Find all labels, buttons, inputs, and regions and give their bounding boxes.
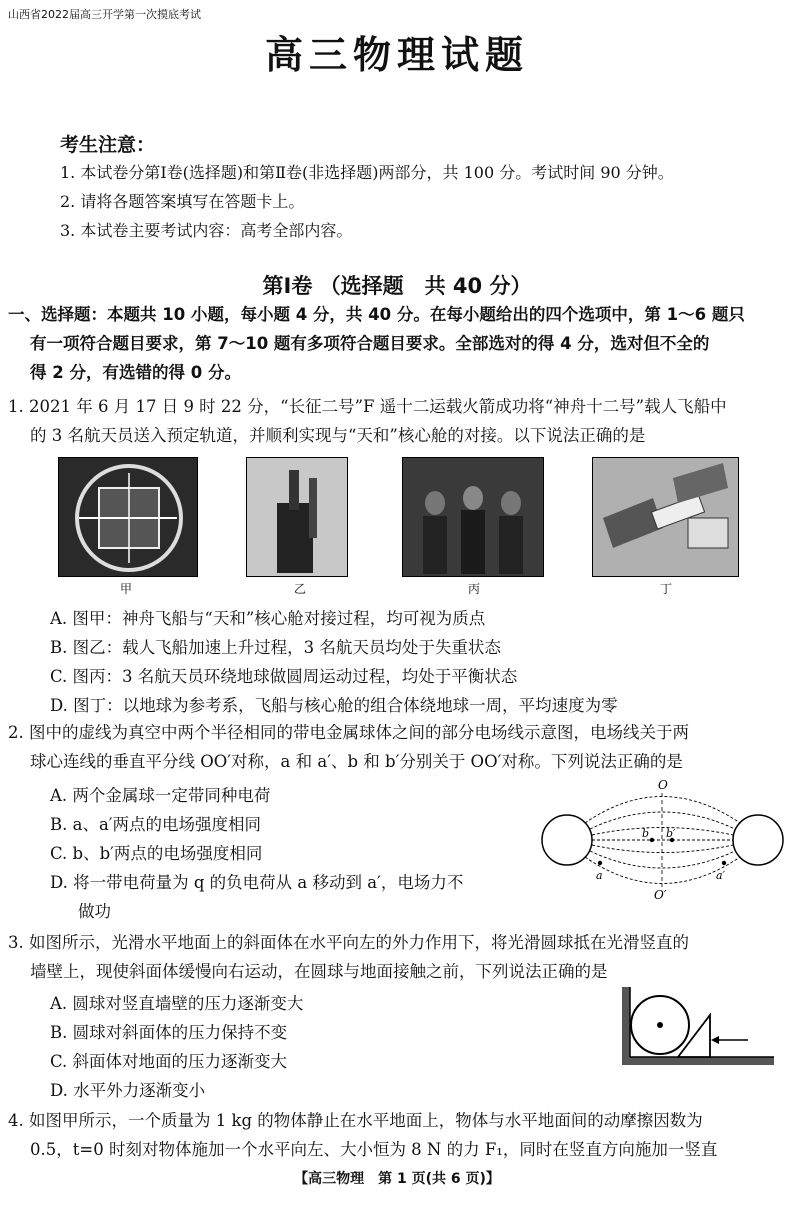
q3-option-a: A. 圆球对竖直墙壁的压力逐渐变大 — [50, 994, 304, 1013]
intro-line-1: 一、选择题：本题共 10 小题，每小题 4 分，共 40 分。在每小题给出的四个选项中，第 1～6 题只 — [8, 305, 745, 324]
ground — [622, 1057, 774, 1065]
point-a — [598, 861, 602, 865]
q2-line-1: 2. 图中的虚线为真空中两个半径相同的带电金属球体之间的部分电场线示意图，电场线关于两 — [8, 723, 689, 742]
wall — [622, 987, 630, 1063]
q3-option-c: C. 斜面体对地面的压力逐渐变大 — [50, 1052, 288, 1071]
notice-heading: 考生注意： — [60, 134, 156, 156]
q3-line-1: 3. 如图所示，光滑水平地面上的斜面体在水平向左的外力作用下，将光滑圆球抵在光滑竖直的 — [8, 933, 689, 952]
label-b: b — [642, 827, 650, 840]
q2-line-2: 球心连线的垂直平分线 OO′对称，a 和 a′、b 和 b′分别关于 OO′对称。下列说法正确的是 — [30, 752, 683, 771]
exam-header: 山西省2022届高三开学第一次摸底考试 — [8, 8, 201, 21]
section-title: 第Ⅰ卷 （选择题 共 40 分） — [262, 274, 532, 298]
right-sphere — [733, 815, 783, 865]
photo-station — [592, 457, 739, 577]
point-b — [650, 838, 654, 842]
label-o2: O′ — [654, 888, 667, 900]
q2-option-d-cont: 做功 — [78, 902, 111, 921]
label-a2: a′ — [716, 869, 726, 882]
label-b2: b′ — [666, 827, 676, 840]
intro-line-3: 得 2 分，有选错的得 0 分。 — [30, 363, 241, 382]
wall-ball-wedge-diagram — [618, 985, 778, 1067]
q1-line-1: 1. 2021 年 6 月 17 日 9 时 22 分，“长征二号”F 遥十二运载火箭成功将“神舟十二号”载人飞船中 — [8, 397, 727, 416]
q1-option-b: B. 图乙：载人飞船加速上升过程，3 名航天员均处于失重状态 — [50, 638, 501, 657]
q4-line-2: 0.5，t=0 时刻对物体施加一个水平向左、大小恒为 8 N 的力 F₁，同时在竖直方向施加一竖直 — [30, 1140, 718, 1159]
page-footer: 【高三物理 第 1 页(共 6 页)】 — [294, 1171, 500, 1187]
photo-rocket — [246, 457, 348, 577]
caption-ding: 丁 — [660, 582, 673, 596]
label-a: a — [596, 869, 603, 882]
photo-docking — [58, 457, 198, 577]
photo-astronauts — [402, 457, 544, 577]
notice-item-1: 1. 本试卷分第Ⅰ卷(选择题)和第Ⅱ卷(非选择题)两部分，共 100 分。考试时间 90 分钟。 — [60, 163, 674, 182]
q2-option-b: B. a、a′两点的电场强度相同 — [50, 815, 262, 834]
q2-option-c: C. b、b′两点的电场强度相同 — [50, 844, 263, 863]
caption-yi: 乙 — [294, 582, 307, 596]
intro-line-2: 有一项符合题目要求，第 7～10 题有多项符合题目要求。全部选对的得 4 分，选对但不全的 — [30, 334, 710, 353]
label-o: O — [658, 778, 668, 792]
notice-item-2: 2. 请将各题答案填写在答题卡上。 — [60, 192, 305, 211]
page-title: 高三物理试题 — [264, 32, 529, 77]
q1-option-a: A. 图甲：神舟飞船与“天和”核心舱对接过程，均可视为质点 — [50, 609, 486, 628]
q3-option-b: B. 圆球对斜面体的压力保持不变 — [50, 1023, 288, 1042]
q2-option-a: A. 两个金属球一定带同种电荷 — [50, 786, 271, 805]
electric-field-diagram — [540, 775, 785, 900]
q1-option-c: C. 图丙：3 名航天员环绕地球做圆周运动过程，均处于平衡状态 — [50, 667, 518, 686]
q1-line-2: 的 3 名航天员送入预定轨道，并顺利实现与“天和”核心舱的对接。以下说法正确的是 — [30, 426, 646, 445]
q3-line-2: 墙壁上，现使斜面体缓慢向右运动，在圆球与地面接触之前，下列说法正确的是 — [30, 962, 608, 981]
q2-option-d: D. 将一带电荷量为 q 的负电荷从 a 移动到 a′，电场力不 — [50, 873, 464, 892]
q4-line-1: 4. 如图甲所示，一个质量为 1 kg 的物体静止在水平地面上，物体与水平地面间的动摩擦因数为 — [8, 1111, 703, 1130]
point-a2 — [722, 861, 726, 865]
left-sphere — [542, 815, 592, 865]
caption-jia: 甲 — [120, 582, 133, 596]
caption-bing: 丙 — [468, 582, 481, 596]
q1-option-d: D. 图丁：以地球为参考系，飞船与核心舱的组合体绕地球一周，平均速度为零 — [50, 696, 618, 715]
notice-item-3: 3. 本试卷主要考试内容：高考全部内容。 — [60, 221, 353, 240]
q3-option-d: D. 水平外力逐渐变小 — [50, 1081, 206, 1100]
